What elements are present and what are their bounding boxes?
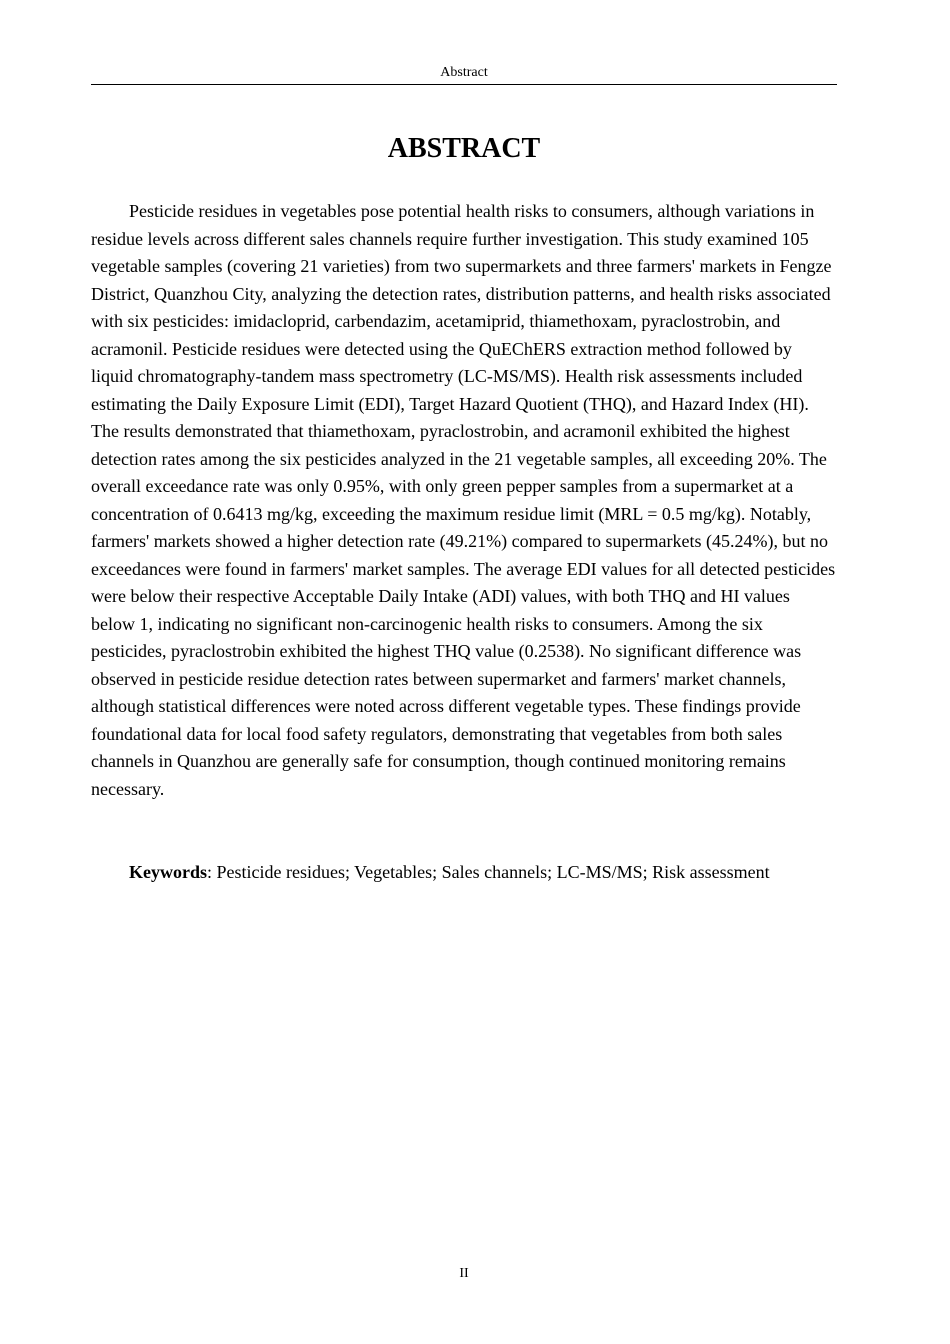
running-header-title: Abstract bbox=[440, 65, 488, 80]
abstract-title: ABSTRACT bbox=[387, 133, 541, 164]
keywords-label: Keywords bbox=[129, 862, 207, 882]
keywords-text: : Pesticide residues; Vegetables; Sales channels; LC-MS/MS; Risk assessment bbox=[207, 862, 770, 882]
page-number: II bbox=[459, 1266, 469, 1281]
running-header bbox=[91, 64, 837, 85]
keywords-line bbox=[91, 859, 837, 887]
abstract-paragraph: Pesticide residues in vegetables pose potential health risks to consumers, although variations in residue levels across different sales channels require further investigation. This study examined 105 vegetable samples (covering 21 varieties) from two supermarkets and three farmers' markets in Fengze District, Quanzhou City, analyzing the detection rates, distribution patterns, and health risks associated with six pesticides: imidacloprid, carbendazim, acetamiprid, thiamethoxam, pyraclostrobin, and acramonil. Pesticide residues were detected using the QuEChERS extraction method followed by liquid chromatography-tandem mass spectrometry (LC-MS/MS). Health risk assessments included estimating the Daily Exposure Limit (EDI), Target Hazard Quotient (THQ), and Hazard Index (HI). The results demonstrated that thiamethoxam, pyraclostrobin, and acramonil exhibited the highest detection rates among the six pesticides analyzed in the 21 vegetable samples, all exceeding 20%. The overall exceedance rate was only 0.95%, with only green pepper samples from a supermarket at a concentration of 0.6413 mg/kg, exceeding the maximum residue limit (MRL = 0.5 mg/kg). Notably, farmers' markets showed a higher detection rate (49.21%) compared to supermarkets (45.24%), but no exceedances were found in farmers' market samples. The average EDI values for all detected pesticides were below their respective Acceptable Daily Intake (ADI) values, with both THQ and HI values below 1, indicating no significant non-carcinogenic health risks to consumers. Among the six pesticides, pyraclostrobin exhibited the highest THQ value (0.2538). No significant difference was observed in pesticide residue detection rates between supermarket and farmers' market channels, although statistical differences were noted across different vegetable types. These findings provide foundational data for local food safety regulators, demonstrating that vegetables from both sales channels in Quanzhou are generally safe for consumption, though continued monitoring remains necessary. bbox=[91, 201, 836, 799]
